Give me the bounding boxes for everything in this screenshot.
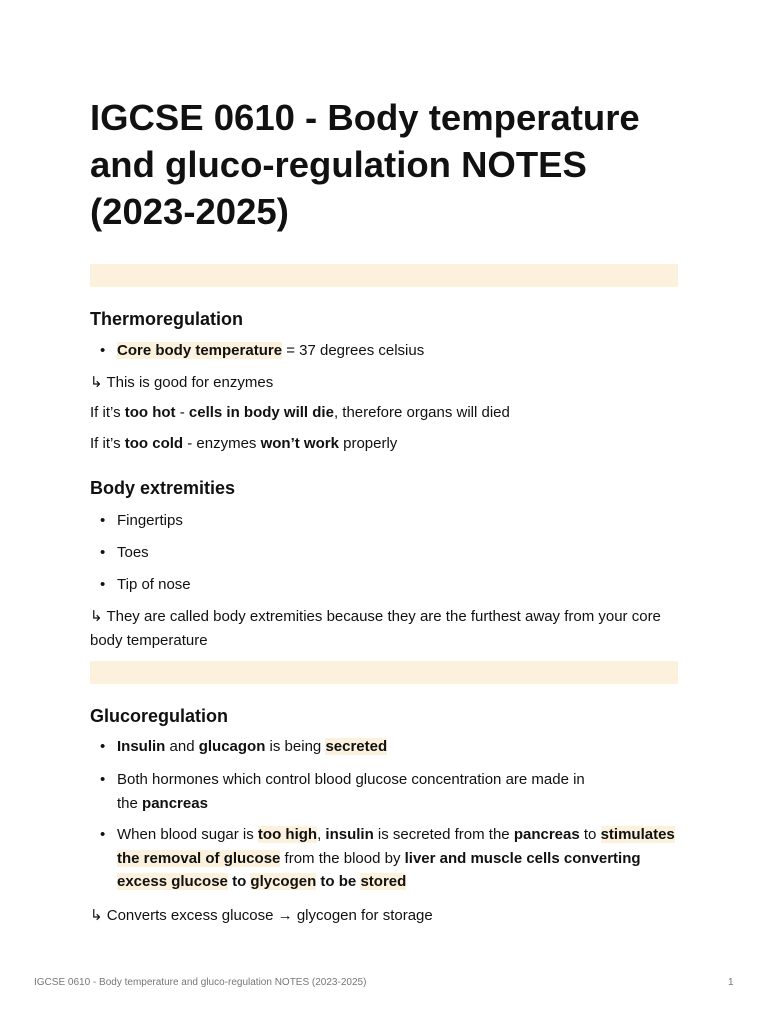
list-item: • When blood sugar is too high, insulin is secreted from the pancreas to stimulates the removal of glucose from the blood by liver and muscle cells converting excess glucose to glycogen to be stored <box>117 823 682 894</box>
paragraph: ↳ Converts excess glucose → glycogen for storage <box>90 907 433 924</box>
list-item: • Insulin and glucagon is being secreted <box>117 735 682 759</box>
bullet-icon: • <box>100 544 106 561</box>
paragraph: If it’s too hot - cells in body will die, therefore organs will died <box>90 404 510 421</box>
highlight-divider <box>90 264 678 287</box>
bullet-icon: • <box>100 512 106 529</box>
bullet-icon: • <box>100 576 106 593</box>
bullet-icon: • <box>100 342 106 359</box>
paragraph: ↳ They are called body extremities because they are the furthest away from your core body temperature <box>90 608 661 649</box>
paragraph: If it’s too cold - enzymes won’t work properly <box>90 435 398 452</box>
bullet-icon: • <box>100 826 106 843</box>
footer-title: IGCSE 0610 - Body temperature and gluco-regulation NOTES (2023-2025) <box>34 977 367 988</box>
page-title: IGCSE 0610 - Body temperature and gluco-regulation NOTES (2023-2025) <box>90 97 640 232</box>
section-heading-glucoregulation: Glucoregulation <box>90 706 229 726</box>
section-heading-body-extremities: Body extremities <box>90 478 236 498</box>
bullet-icon: • <box>100 738 106 755</box>
section-heading-thermoregulation: Thermoregulation <box>90 309 244 329</box>
page-number: 1 <box>728 977 734 988</box>
list-item: • Fingertips <box>117 509 682 533</box>
paragraph: ↳ This is good for enzymes <box>90 374 274 391</box>
list-item: • Both hormones which control blood glucose concentration are made in the pancreas <box>117 768 597 815</box>
bullet-icon: • <box>100 771 106 788</box>
list-item: • Tip of nose <box>117 573 682 597</box>
highlight-divider <box>90 661 678 684</box>
list-item: • Core body temperature = 37 degrees celsius <box>117 339 682 363</box>
list-item: • Toes <box>117 541 682 565</box>
